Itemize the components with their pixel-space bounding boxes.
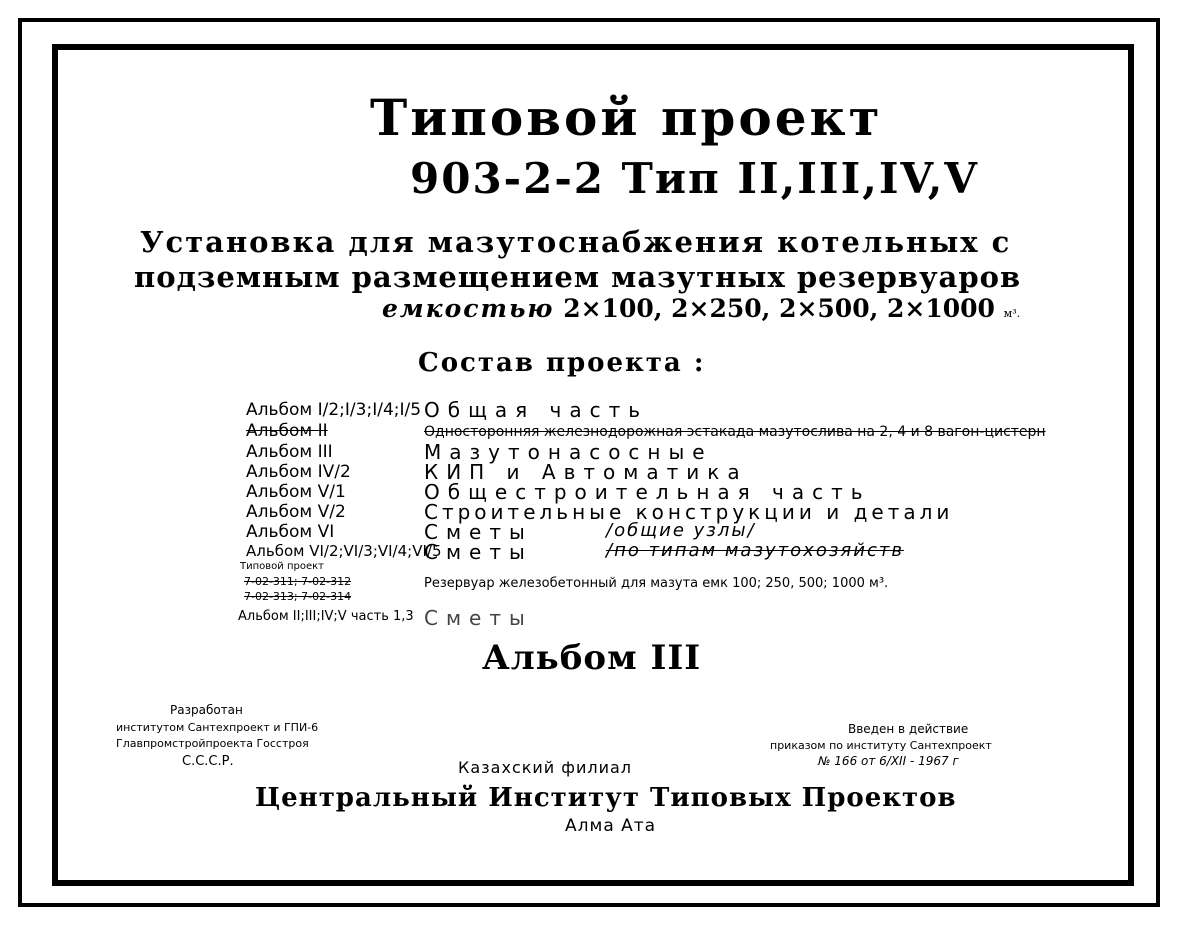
developed-line1: Разработан [170,703,243,717]
typical-project-codes-1: 7-02-311; 7-02-312 [244,575,352,588]
subtitle-line3 [382,296,1020,321]
typical-project-codes-2: 7-02-313; 7-02-314 [244,590,352,603]
album-label-5: Альбом V/1 [246,482,346,502]
capacity-values: 2×100, 2×250, 2×500, 2×1000 [563,294,995,323]
album-desc-3: Мазутонасосные [424,440,713,464]
typical-project-desc: Резервуар железобетонный для мазута емк 100; 250, 500; 1000 м³. [424,576,889,591]
album-desc-5: Общестроительная часть [424,480,871,504]
current-album: Альбом III [482,638,702,678]
album-desc-6: Строительные конструкции и детали [424,500,954,524]
developed-line3: Главпромстройпроекта Госстроя [116,737,309,750]
branch-name: Казахский филиал [458,758,633,777]
developed-line4: С.С.С.Р. [182,754,234,769]
enacted-line1: Введен в действие [848,722,969,736]
album-label-8: Альбом VI/2;VI/3;VI/4;VI/5 [246,542,442,560]
album-label-4: Альбом IV/2 [246,462,351,482]
enacted-line2: приказом по институту Сантехпроект [770,739,992,752]
subtitle-line1: Установка для мазутоснабжения котельных с [140,225,1012,259]
album-desc-8: Сметы [424,540,533,564]
city-name: Алма Ата [565,816,657,836]
album-last-label: Альбом II;III;IV;V часть 1,3 [238,609,414,624]
capacity-prefix: емкостью [382,294,555,323]
composition-heading: Состав проекта : [418,348,706,378]
institute-name: Центральный Институт Типовых Проектов [255,783,957,813]
enacted-line3: № 166 от 6/XII - 1967 г [818,754,959,768]
typical-project-label: Типовой проект [240,561,324,572]
subtitle-line2: подземным размещением мазутных резервуаров [134,260,1022,294]
album-label-2: Альбом II [246,421,328,441]
album-note-7: /общие узлы/ [606,520,756,541]
album-label-1: Альбом I/2;I/3;I/4;I/5 [246,400,422,420]
title-line1: Типовой проект [370,88,883,147]
album-note-8: /по типам мазутохозяйств [606,540,904,561]
capacity-unit: м³. [1003,307,1021,320]
album-label-6: Альбом V/2 [246,502,346,522]
album-label-3: Альбом III [246,442,333,462]
album-desc-2: Односторонняя железнодорожная эстакада мазутослива на 2, 4 и 8 вагон-цистерн [424,424,1046,440]
album-last-desc: Сметы [424,606,533,630]
title-line2: 903-2-2 Тип II,III,IV,V [410,154,979,203]
album-label-7: Альбом VI [246,522,335,542]
album-desc-4: КИП и Автоматика [424,460,748,484]
developed-line2: институтом Сантехпроект и ГПИ-6 [116,721,319,734]
album-desc-1: Общая часть [424,398,649,422]
album-desc-7: Сметы [424,520,533,544]
